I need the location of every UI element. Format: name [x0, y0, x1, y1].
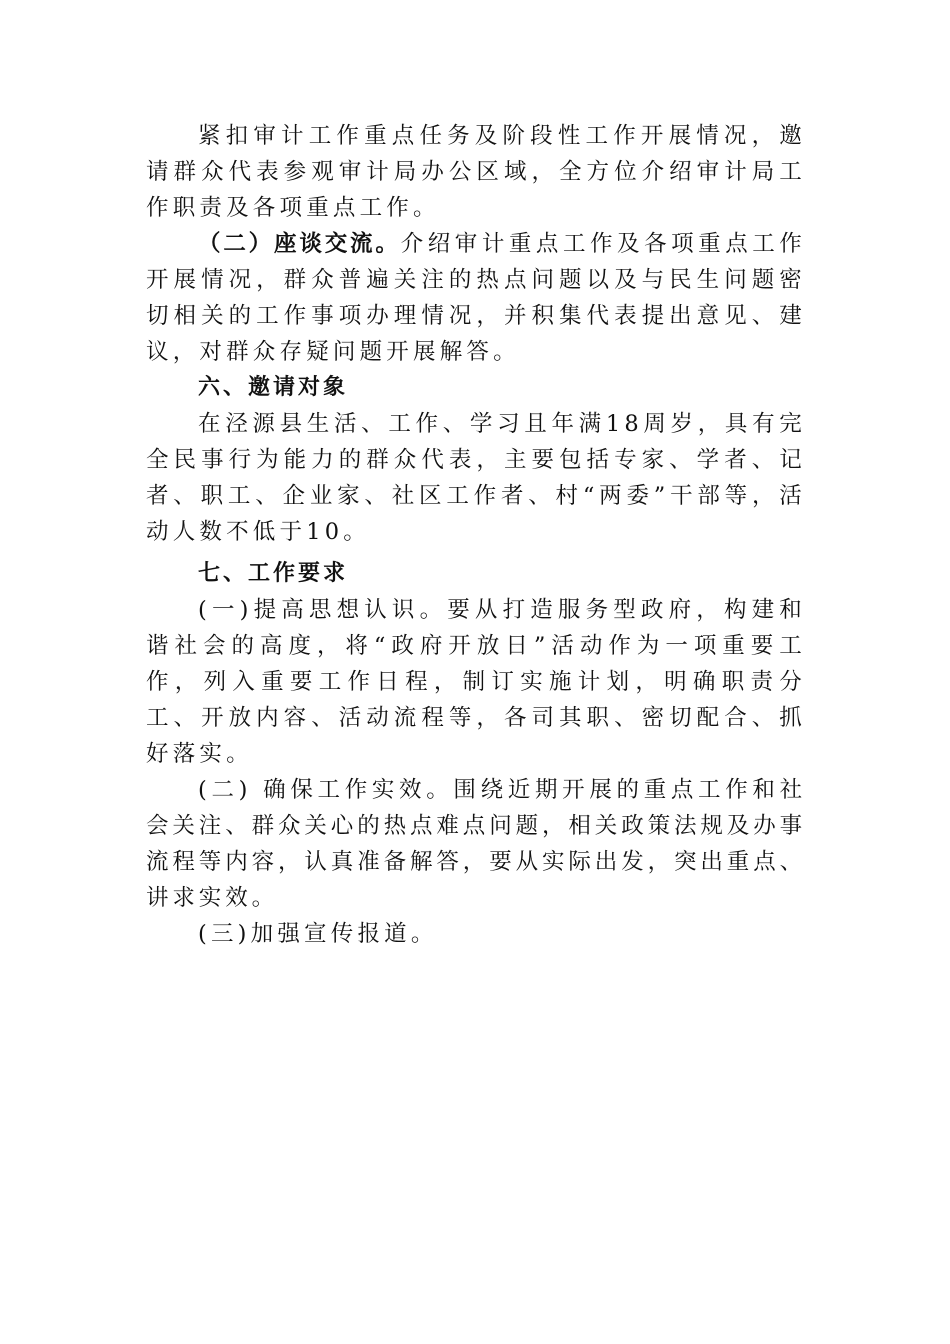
paragraph-requirement-1: (一)提高思想认识。要从打造服务型政府，构建和谐社会的高度，将“政府开放日”活动作为一项重要工作，列入重要工作日程，制订实施计划，明确职责分工、开放内容、活动流程等，各司其职、密切配合、抓好落实。 [146, 597, 806, 767]
paragraph-audit-focus: 紧扣审计工作重点任务及阶段性工作开展情况，邀请群众代表参观审计局办公区域，全方位介绍审计局工作职责及各项重点工作。 [146, 123, 806, 221]
paragraph-invitees: 在泾源县生活、工作、学习且年满18周岁，具有完全民事行为能力的群众代表，主要包括专家、学者、记者、职工、企业家、社区工作者、村“两委”干部等，活动人数不低于10。 [146, 411, 806, 545]
paragraph-lead: （二）座谈交流。 [198, 231, 401, 257]
paragraph-requirement-2: (二) 确保工作实效。围绕近期开展的重点工作和社会关注、群众关心的热点难点问题，相关政策法规及办事流程等内容，认真准备解答，要从实际出发，突出重点、讲求实效。 [146, 777, 807, 911]
document-page [146, 118, 806, 952]
paragraph-requirement-3: (三)加强宣传报道。 [198, 921, 438, 947]
section-heading-invitees: 六、邀请对象 [198, 375, 349, 400]
paragraph-body: 介绍审计重点工作及各项重点工作开展情况，群众普遍关注的热点问题以及与民生问题密切相关的工作事项办理情况，并积集代表提出意见、建议，对群众存疑问题开展解答。 [146, 231, 806, 365]
paragraph-discussion [146, 226, 806, 370]
section-heading-requirements: 七、工作要求 [198, 561, 349, 586]
